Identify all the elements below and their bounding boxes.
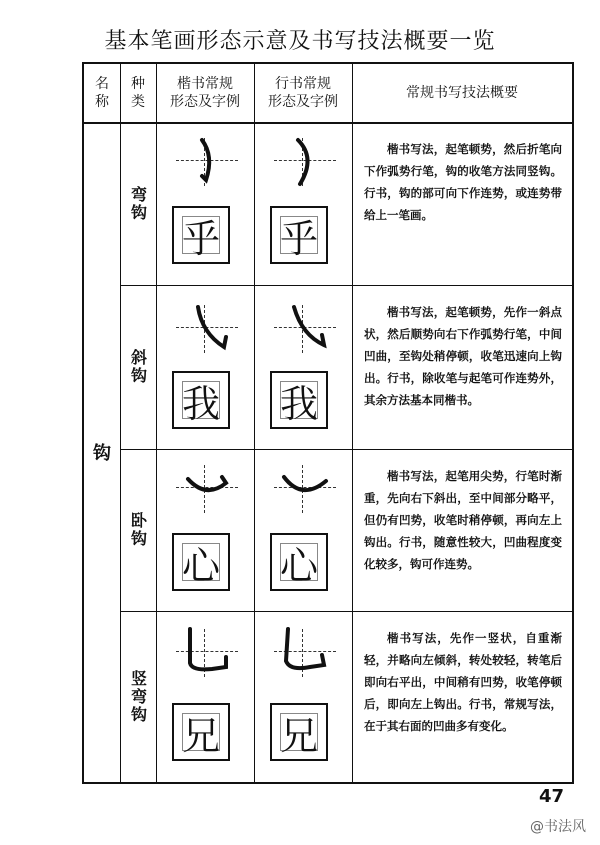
char-example: 乎: [181, 216, 220, 261]
kaishu-form-cell: [156, 285, 254, 449]
xingshu-form-cell: [254, 611, 352, 782]
char-example: 乎: [279, 216, 318, 261]
watermark: @书法风: [530, 819, 586, 835]
xingshu-form-cell: [254, 285, 352, 449]
table-row: [120, 449, 572, 612]
page-number: 47: [538, 786, 564, 807]
vertical-bend-hook-stroke-icon: [260, 623, 346, 681]
table-row: [120, 285, 572, 450]
type-label: 卧钩: [128, 512, 148, 548]
char-example-box: [270, 206, 328, 264]
lying-hook-stroke-icon: [162, 459, 248, 517]
type-label: 弯钩: [128, 185, 148, 222]
stroke-demo: [162, 132, 248, 190]
page-title: 基本笔画形态示意及书写技法概要一览: [104, 29, 496, 54]
lying-hook-stroke-icon: [260, 459, 346, 517]
kaishu-form-cell: [156, 449, 254, 611]
technique-description: 楷书写法，起笔顿势，然后折笔向下作弧势行笔，钩的收笔方法同竖钩。行书，钩的部可向下作连势，或连势带给上一笔画。: [364, 142, 562, 222]
technique-description: 楷书写法，起笔顿势，先作一斜点状，然后顺势向右下作弧势行笔，中间凹曲，至钩处稍停顿，收笔迅速向上钩出。行书，除收笔与起笔可作连势外，其余方法基本同楷书。: [364, 305, 562, 407]
char-example-box: [172, 371, 230, 429]
header-xingshu: 行书常规 形态及字例: [268, 76, 338, 110]
char-example: 兄: [181, 713, 220, 758]
curved-hook-stroke-icon: [162, 132, 248, 190]
vertical-bend-hook-stroke-icon: [162, 623, 248, 681]
char-example: 心: [181, 543, 220, 588]
char-example-box: [270, 371, 328, 429]
slant-hook-stroke-icon: [162, 299, 248, 357]
type-label: 竖弯钩: [128, 669, 148, 724]
stroke-demo: [162, 299, 248, 357]
kaishu-form-cell: [156, 122, 254, 285]
kaishu-form-cell: [156, 611, 254, 782]
table-row: [120, 122, 572, 286]
char-example: 我: [279, 381, 318, 426]
type-label: 斜钩: [128, 349, 148, 385]
curved-hook-stroke-icon: [260, 132, 346, 190]
char-example: 我: [181, 381, 220, 426]
stroke-demo: [260, 459, 346, 517]
table-header: [84, 64, 572, 124]
technique-description: 楷书写法，起笔用尖势，行笔时渐重，先向右下斜出，至中间部分略平，但仍有凹势，收笔时稍停顿，再向左上钩出。行书，随意性较大，凹曲程度变化较多，钩可作连势。: [364, 469, 562, 571]
header-kaishu: 楷书常规 形态及字例: [170, 76, 240, 110]
table-row: [120, 611, 572, 782]
slant-hook-stroke-icon: [260, 299, 346, 357]
xingshu-form-cell: [254, 122, 352, 285]
stroke-demo: [260, 623, 346, 681]
header-technique: 常规书写技法概要: [406, 85, 518, 101]
char-example: 心: [279, 543, 318, 588]
technique-description: 楷书写法，先作一竖状，自重渐轻，并略向左倾斜，转处较轻，转笔后即向右平出，中间稍有凹势，收笔停顿后，即向左上钩出。行书，常规写法，在于其右面的凹曲多有变化。: [364, 631, 562, 733]
stroke-demo: [260, 132, 346, 190]
header-name: 名 称: [95, 76, 109, 110]
char-example-box: [172, 533, 230, 591]
stroke-demo: [162, 459, 248, 517]
stroke-table: [82, 62, 574, 784]
group-label-hook: 钩: [93, 443, 111, 464]
char-example: 兄: [279, 713, 318, 758]
char-example-box: [270, 533, 328, 591]
stroke-demo: [162, 623, 248, 681]
char-example-box: [270, 703, 328, 761]
xingshu-form-cell: [254, 449, 352, 611]
char-example-box: [172, 206, 230, 264]
header-type: 种 类: [131, 76, 145, 110]
char-example-box: [172, 703, 230, 761]
stroke-demo: [260, 299, 346, 357]
